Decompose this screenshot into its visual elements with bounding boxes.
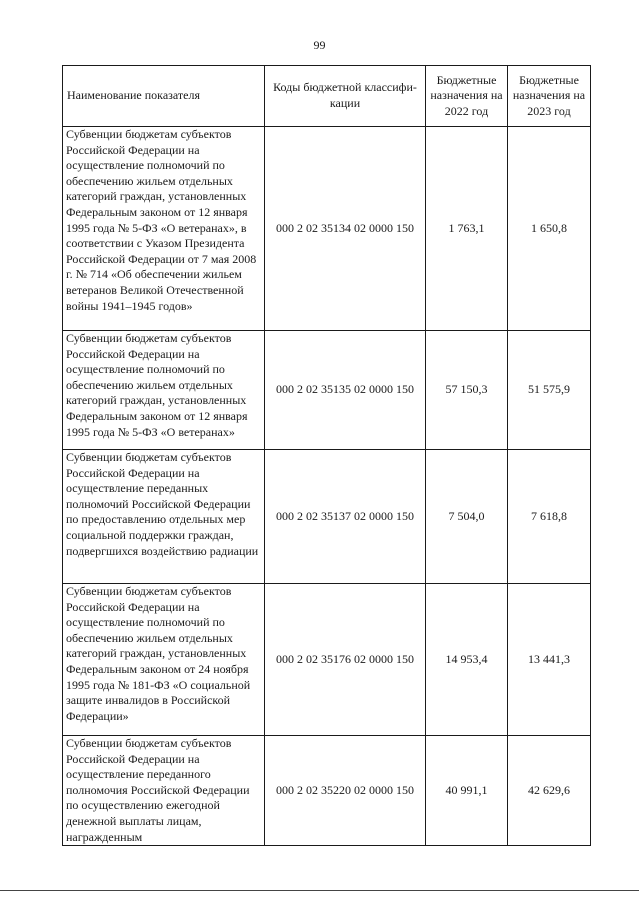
header-indicator-name: Наименование показателя	[63, 66, 265, 127]
header-budget-2022: Бюджетные назначения на 2022 год	[426, 66, 508, 127]
budget-code-cell: 000 2 02 35220 02 0000 150	[265, 736, 426, 846]
header-budget-code: Коды бюджетной классифи- кации	[265, 66, 426, 127]
value-2023-cell: 42 629,6	[508, 736, 591, 846]
budget-code-cell: 000 2 02 35135 02 0000 150	[265, 331, 426, 450]
table-row	[63, 736, 591, 846]
table-row	[63, 127, 591, 331]
table-row	[63, 331, 591, 450]
value-2022-cell: 14 953,4	[426, 584, 508, 736]
table-row	[63, 450, 591, 584]
indicator-name-cell: Субвенции бюджетам субъектов Российской Федерации на осуществление переданного полномочия Российской Федерации по осуществлению ежегодной денежной выплаты лицам, награжденным	[63, 736, 265, 846]
value-2022-cell: 1 763,1	[426, 127, 508, 331]
value-2022-cell: 7 504,0	[426, 450, 508, 584]
table-row	[63, 584, 591, 736]
indicator-name-cell: Субвенции бюджетам субъектов Российской Федерации на осуществление полномочий по обеспечению жильем отдельных категорий граждан, установленных Федеральным законом от 24 ноября 1995 года № 181-ФЗ «О социальной защите инвалидов в Российской Федерации»	[63, 584, 265, 736]
page-number: 99	[313, 38, 326, 52]
value-2023-cell: 13 441,3	[508, 584, 591, 736]
header-budget-2023: Бюджетные назначения на 2023 год	[508, 66, 591, 127]
value-2023-cell: 51 575,9	[508, 331, 591, 450]
table-header-row	[63, 66, 591, 127]
budget-code-cell: 000 2 02 35134 02 0000 150	[265, 127, 426, 331]
budget-table	[62, 65, 591, 846]
value-2022-cell: 57 150,3	[426, 331, 508, 450]
value-2023-cell: 7 618,8	[508, 450, 591, 584]
budget-code-cell: 000 2 02 35176 02 0000 150	[265, 584, 426, 736]
value-2023-cell: 1 650,8	[508, 127, 591, 331]
budget-code-cell: 000 2 02 35137 02 0000 150	[265, 450, 426, 584]
indicator-name-cell: Субвенции бюджетам субъектов Российской Федерации на осуществление полномочий по обеспечению жильем отдельных категорий граждан, установленных Федеральным законом от 12 января 1995 года № 5-ФЗ «О ветеранах»	[63, 331, 265, 450]
value-2022-cell: 40 991,1	[426, 736, 508, 846]
indicator-name-cell: Субвенции бюджетам субъектов Российской Федерации на осуществление переданных полномочий Российской Федерации по предоставлению отдельных мер социальной поддержки граждан, подвергшихся воздействию радиации	[63, 450, 265, 584]
indicator-name-cell: Субвенции бюджетам субъектов Российской Федерации на осуществление полномочий по обеспечению жильем отдельных категорий граждан, установленных Федеральным законом от 12 января 1995 года № 5-ФЗ «О ветеранах», в соответствии с Указом Президента Российской Федерации от 7 мая 2008 г. № 714 «Об обеспечении жильем ветеранов Великой Отечественной войны 1941–1945 годов»	[63, 127, 265, 331]
bottom-divider	[0, 890, 639, 891]
